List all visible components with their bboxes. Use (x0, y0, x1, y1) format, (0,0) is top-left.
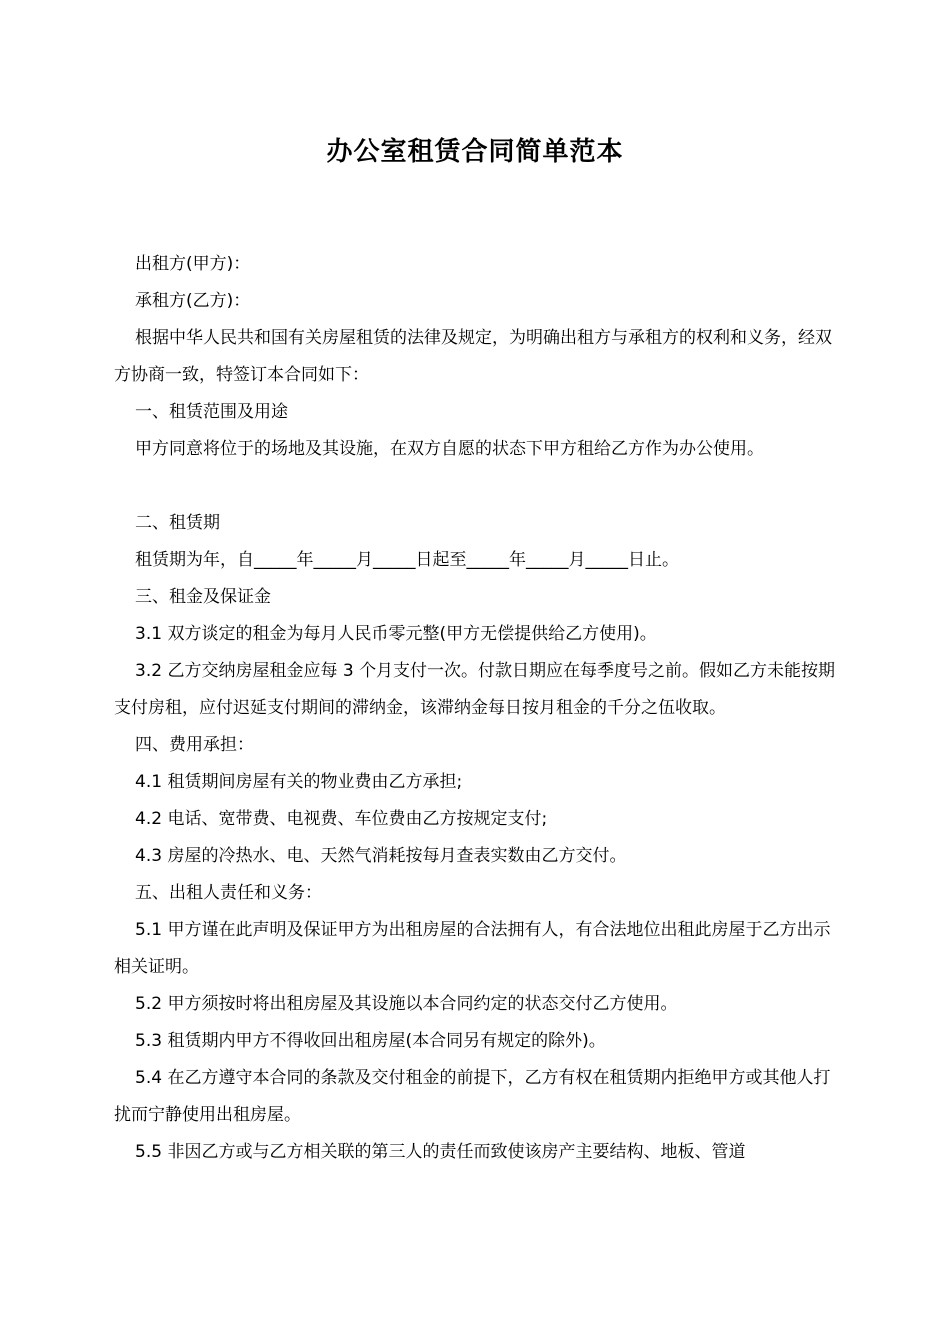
lease-term-line: 租赁期为年，自_____年_____月_____日起至_____年_____月_____日止。 (135, 550, 679, 570)
clause-5-2: 5.2 甲方须按时将出租房屋及其设施以本合同约定的状态交付乙方使用。 (135, 994, 678, 1014)
section-heading-1: 一、租赁范围及用途 (135, 402, 288, 422)
section-heading-5: 五、出租人责任和义务： (135, 883, 322, 903)
section-heading-3: 三、租金及保证金 (135, 587, 271, 607)
clause-5-1: 5.1 甲方谨在此声明及保证甲方为出租房屋的合法拥有人，有合法地位出租此房屋于乙方出示相关证明。 (114, 920, 831, 977)
document-body (114, 246, 840, 1171)
lessee-line: 承租方(乙方)： (135, 291, 251, 311)
clause-5-4: 5.4 在乙方遵守本合同的条款及交付租金的前提下，乙方有权在租赁期内拒绝甲方或其他人打扰而宁静使用出租房屋。 (114, 1068, 831, 1125)
clause-5-5: 5.5 非因乙方或与乙方相关联的第三人的责任而致使该房产主要结构、地板、管道 (135, 1142, 746, 1162)
document-title: 办公室租赁合同简单范本 (326, 137, 624, 167)
section-heading-4: 四、费用承担： (135, 735, 254, 755)
clause-4-1: 4.1 租赁期间房屋有关的物业费由乙方承担; (135, 772, 463, 792)
clause-4-2: 4.2 电话、宽带费、电视费、车位费由乙方按规定支付; (135, 809, 548, 829)
preamble-paragraph: 根据中华人民共和国有关房屋租赁的法律及规定，为明确出租方与承租方的权利和义务，经双方协商一致，特签订本合同如下： (114, 328, 832, 385)
clause-3-1: 3.1 双方谈定的租金为每月人民币零元整(甲方无偿提供给乙方使用)。 (135, 624, 657, 644)
section-heading-2: 二、租赁期 (135, 513, 220, 533)
clause-4-3: 4.3 房屋的冷热水、电、天然气消耗按每月查表实数由乙方交付。 (135, 846, 627, 866)
blank-line (114, 468, 840, 505)
clause-5-3: 5.3 租赁期内甲方不得收回出租房屋(本合同另有规定的除外)。 (135, 1031, 606, 1051)
clause-3-2: 3.2 乙方交纳房屋租金应每 3 个月支付一次。付款日期应在每季度号之前。假如乙方未能按期支付房租，应付迟延支付期间的滞纳金，该滞纳金每日按月租金的千分之伍收取。 (114, 661, 836, 718)
lessor-line: 出租方(甲方)： (135, 254, 251, 274)
section-1-paragraph: 甲方同意将位于的场地及其设施，在双方自愿的状态下甲方租给乙方作为办公使用。 (135, 439, 764, 459)
